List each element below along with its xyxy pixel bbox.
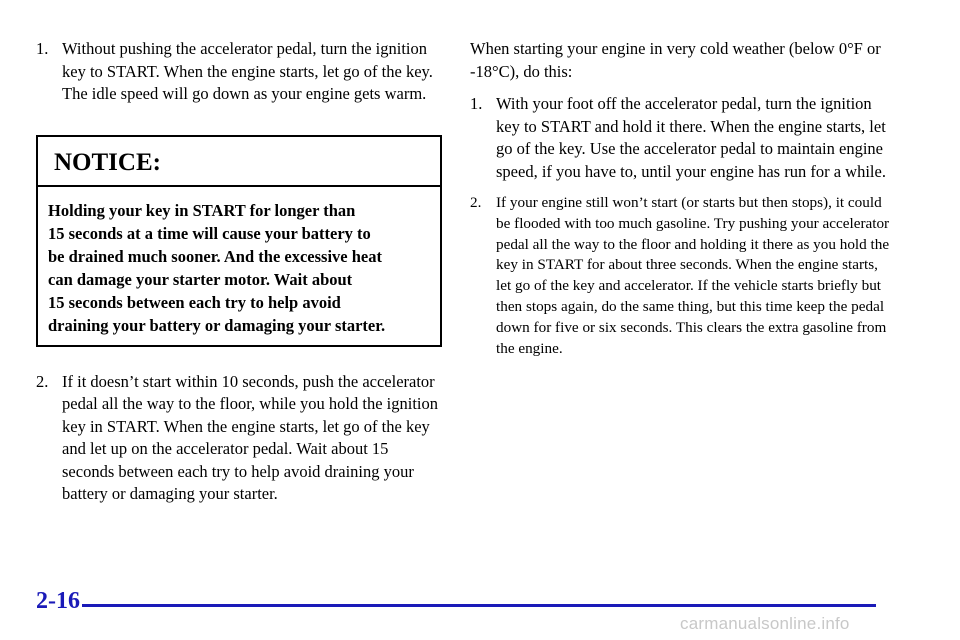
step-text: Without pushing the accelerator pedal, turn the ignition key to START. When the engine starts, let go of the key. The idle speed will go down as your engine gets warm. — [62, 39, 433, 103]
notice-line: be drained much sooner. And the excessive heat — [48, 246, 382, 266]
left-step-2 — [36, 371, 442, 506]
notice-line: can damage your starter motor. Wait about — [48, 269, 353, 289]
notice-line: draining your battery or damaging your starter. — [48, 315, 386, 335]
step-number: 2. — [36, 371, 49, 391]
left-step-1 — [36, 38, 442, 106]
footer-rule — [82, 604, 876, 607]
left-column — [36, 38, 442, 506]
right-step-1 — [470, 93, 890, 183]
step-text: With your foot off the accelerator pedal, turn the ignition key to START and hold it there. When the engine starts, let go of the key. Use the accelerator pedal to maintain engine speed, if you have to, until your engine has run for a while. — [496, 94, 886, 181]
step-text: If it doesn’t start within 10 seconds, push the accelerator pedal all the way to the floor, while you hold the ignition key in START. When the engine starts, let go of the key and let up on the accelerator pedal. Wait about 15 seconds between each try to help avoid draining your battery or damaging your starter. — [62, 371, 439, 503]
step-number: 1. — [470, 94, 483, 113]
right-step-2 — [470, 193, 890, 359]
notice-body — [38, 187, 440, 345]
step-number: 1. — [36, 39, 49, 58]
page-number: 2-16 — [36, 588, 80, 614]
cold-weather-intro: When starting your engine in very cold weather (below 0°F or -18°C), do this: — [470, 39, 881, 81]
notice-box — [36, 135, 442, 347]
notice-line: Holding your key in START for longer than — [48, 200, 356, 220]
step-text: If your engine still won’t start (or starts but then stops), it could be flooded with too much gasoline. Try pushing your accelerator pedal all the way to the floor and holding it there as you hold the key in START for about three seconds. When the engine starts, let go of the key and accelerator. If the vehicle starts briefly but then stops again, do the same thing, but this time keep the pedal down for five or six seconds. This clears the extra gasoline from the engine. — [496, 194, 890, 357]
step-number: 2. — [470, 194, 482, 211]
right-column — [470, 38, 890, 359]
notice-line: 15 seconds between each try to help avoid — [48, 292, 341, 312]
notice-line: 15 seconds at a time will cause your battery to — [48, 223, 371, 243]
site-watermark: carmanualsonline.info — [680, 614, 850, 633]
notice-heading: NOTICE: — [38, 137, 440, 187]
